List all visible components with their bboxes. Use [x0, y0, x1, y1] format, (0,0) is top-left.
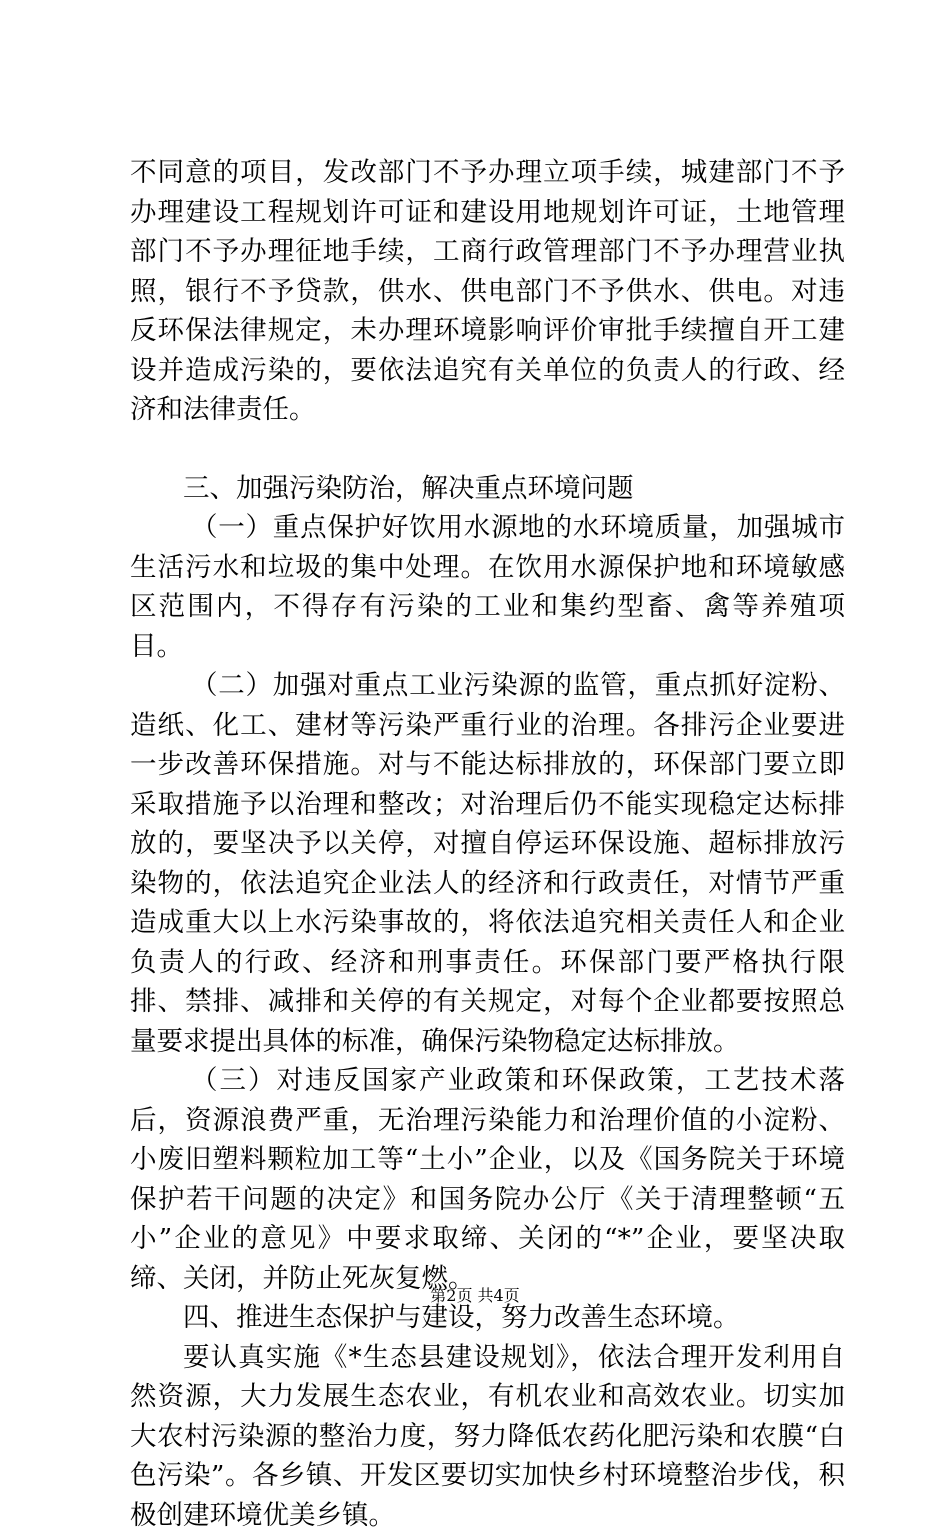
page-number-footer: 第2页 共4页: [0, 1283, 950, 1306]
paragraph-spacer: [130, 430, 845, 469]
document-body: [130, 153, 845, 1535]
paragraph-section-4: 要认真实施《*生态县建设规划》，依法合理开发利用自然资源，大力发展生态农业，有机农业和高效农业。切实加大农村污染源的整治力度，努力降低农药化肥污染和农膜“白色污染”。各乡镇、开发区要切实加快乡村环境整治步伐，积极创建环境优美乡镇。: [130, 1338, 845, 1535]
paragraph-item-2: （二）加强对重点工业污染源的监管，重点抓好淀粉、造纸、化工、建材等污染严重行业的治理。各排污企业要进一步改善环保措施。对与不能达标排放的，环保部门要立即采取措施予以治理和整改；对治理后仍不能实现稳定达标排放的，要坚决予以关停，对擅自停运环保设施、超标排放污染物的，依法追究企业法人的经济和行政责任，对情节严重造成重大以上水污染事故的，将依法追究相关责任人和企业负责人的行政、经济和刑事责任。环保部门要严格执行限排、禁排、减排和关停的有关规定，对每个企业都要按照总量要求提出具体的标准，确保污染物稳定达标排放。: [130, 666, 845, 1061]
section-heading-3: 三、加强污染防治，解决重点环境问题: [130, 469, 845, 509]
paragraph-item-1: （一）重点保护好饮用水源地的水环境质量，加强城市生活污水和垃圾的集中处理。在饮用水源保护地和环境敏感区范围内，不得存有污染的工业和集约型畜、禽等养殖项目。: [130, 508, 845, 666]
paragraph-continuation: 不同意的项目，发改部门不予办理立项手续，城建部门不予办理建设工程规划许可证和建设用地规划许可证，土地管理部门不予办理征地手续，工商行政管理部门不予办理营业执照，银行不予贷款，供水、供电部门不予供水、供电。对违反环保法律规定，未办理环境影响评价审批手续擅自开工建设并造成污染的，要依法追究有关单位的负责人的行政、经济和法律责任。: [130, 153, 845, 430]
paragraph-item-3: （三）对违反国家产业政策和环保政策，工艺技术落后，资源浪费严重，无治理污染能力和治理价值的小淀粉、小废旧塑料颗粒加工等“土小”企业，以及《国务院关于环境保护若干问题的决定》和国务院办公厅《关于清理整顿“五小”企业的意见》中要求取缔、关闭的“*”企业，要坚决取缔、关闭，并防止死灰复燃。: [130, 1061, 845, 1298]
section-heading-4: 四、推进生态保护与建设，努力改善生态环境。: [130, 1298, 845, 1338]
